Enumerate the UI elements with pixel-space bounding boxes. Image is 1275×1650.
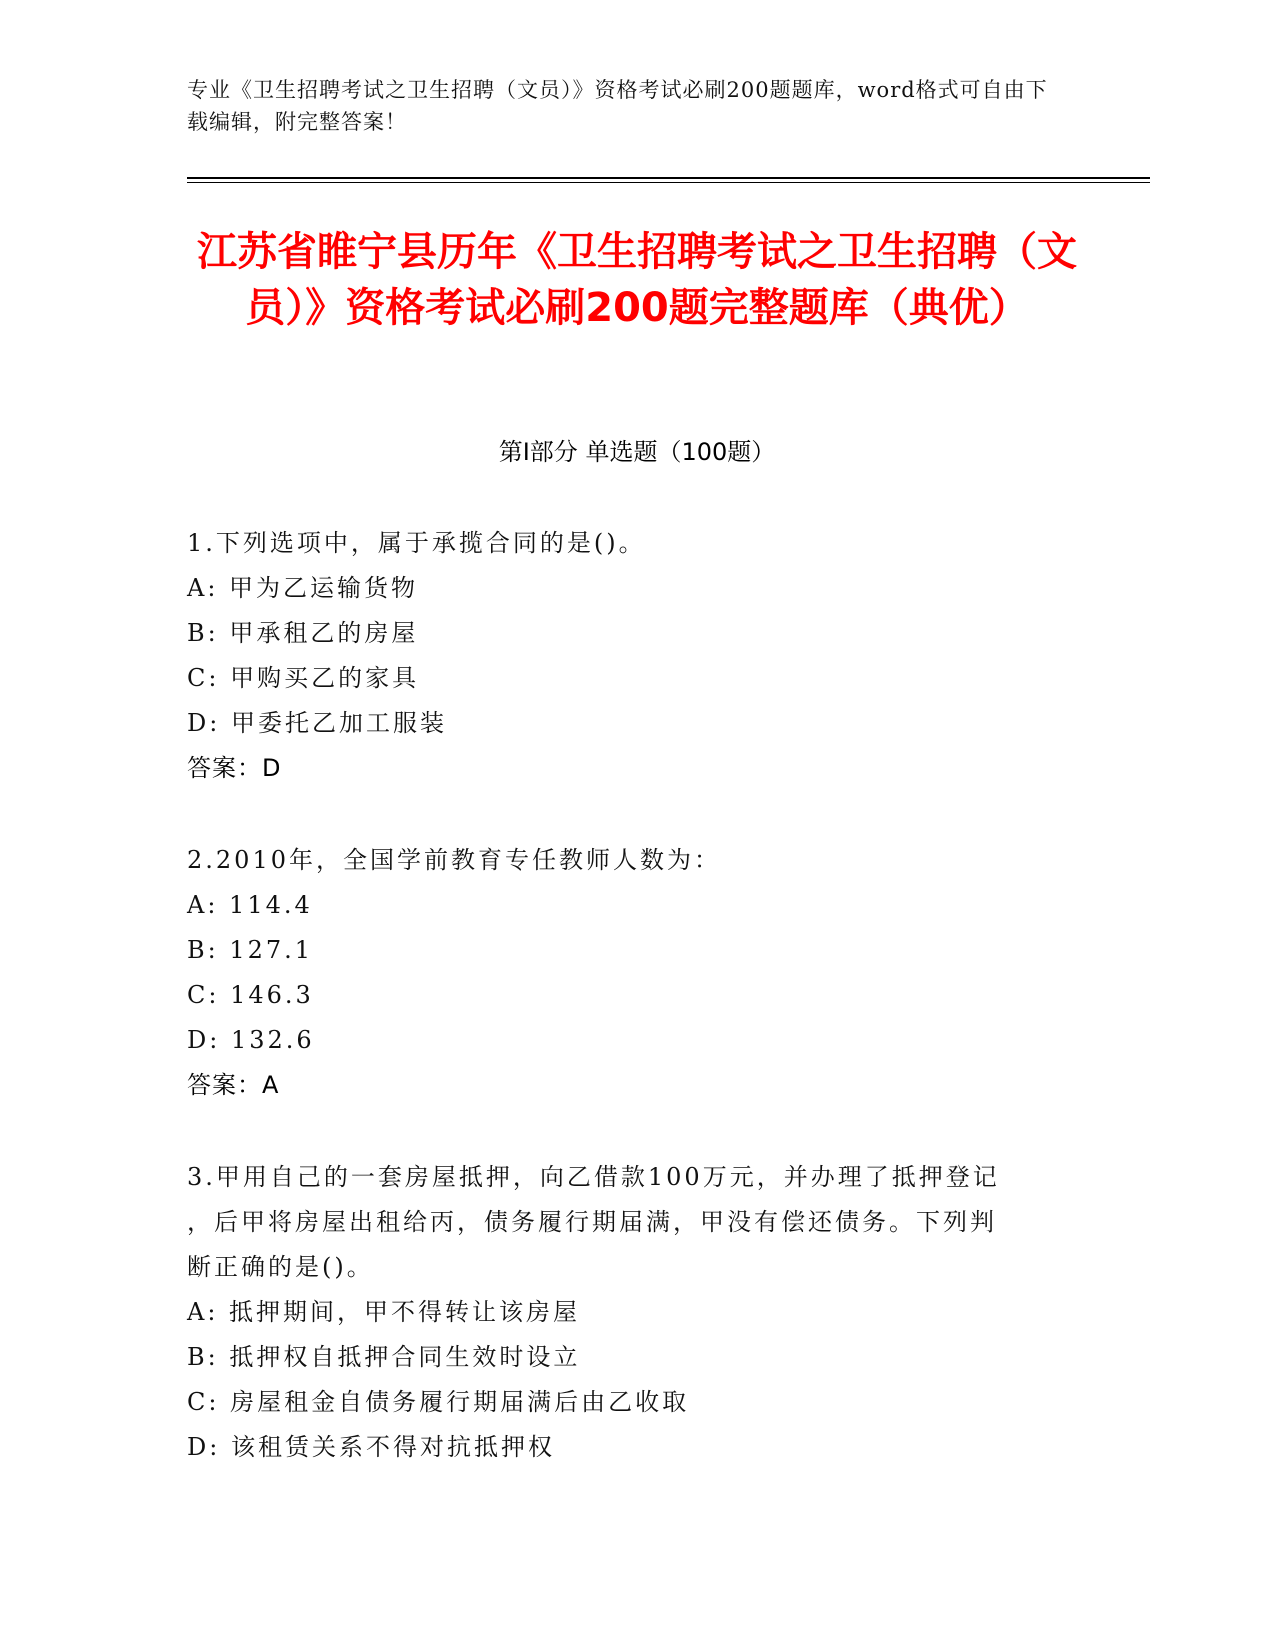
option-a: A: 抵押期间，甲不得转让该房屋 (187, 1298, 581, 1326)
option-b: B: 127.1 (187, 936, 314, 964)
question-stem-line-1: 3.甲用自己的一套房屋抵押，向乙借款100万元，并办理了抵押登记 (187, 1163, 1000, 1191)
question-1 (187, 521, 1087, 791)
question-stem: 2.2010年，全国学前教育专任教师人数为： (187, 846, 721, 874)
question-stem: 1.下列选项中，属于承揽合同的是()。 (187, 529, 646, 557)
question-stem-line-2: ，后甲将房屋出租给丙，债务履行期届满，甲没有偿还债务。下列判 (187, 1208, 997, 1236)
document-title: 江苏省睢宁县历年《卫生招聘考试之卫生招聘（文员）》资格考试必刷200题完整题库（典优） (197, 229, 1077, 331)
option-b: B: 甲承租乙的房屋 (187, 619, 419, 647)
option-a: A: 114.4 (187, 891, 313, 919)
option-d: D: 该租赁关系不得对抗抵押权 (187, 1433, 555, 1461)
header-note: 专业《卫生招聘考试之卫生招聘（文员）》资格考试必刷200题题库，word格式可自由下载编辑，附完整答案！ (187, 78, 1048, 134)
question-stem-line-3: 断正确的是()。 (187, 1253, 374, 1281)
option-c: C: 房屋租金自债务履行期届满后由乙收取 (187, 1388, 690, 1416)
header-rule-thin (187, 182, 1150, 183)
question-3 (187, 1155, 1087, 1470)
option-b: B: 抵押权自抵押合同生效时设立 (187, 1343, 581, 1371)
option-a: A: 甲为乙运输货物 (187, 574, 419, 602)
option-d: D: 132.6 (187, 1026, 315, 1054)
option-c: C: 甲购买乙的家具 (187, 664, 420, 692)
option-c: C: 146.3 (187, 981, 314, 1009)
header-rule-thick (187, 177, 1150, 179)
answer: 答案：D (187, 754, 282, 782)
answer: 答案：A (187, 1071, 280, 1099)
question-2 (187, 838, 1087, 1108)
option-d: D: 甲委托乙加工服装 (187, 709, 447, 737)
section-title: 第Ⅰ部分 单选题（100题） (498, 438, 776, 466)
